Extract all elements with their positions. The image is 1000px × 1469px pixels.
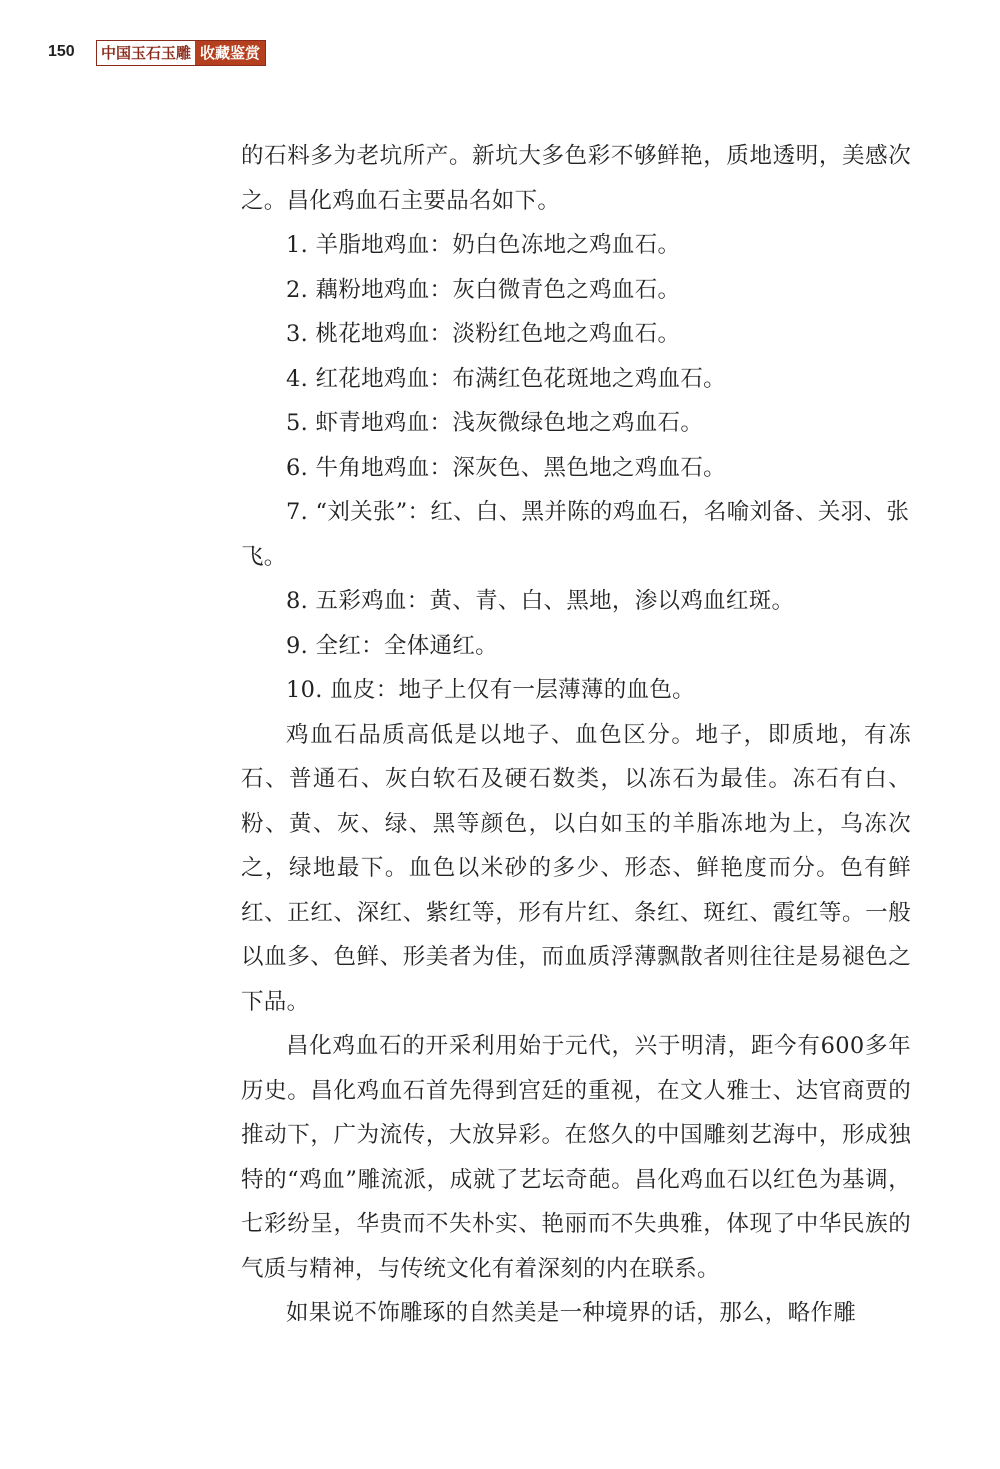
body-paragraph: 鸡血石品质高低是以地子、血色区分。地子，即质地，有冻石、普通石、灰白软石及硬石数类，以冻石为最佳。冻石有白、粉、黄、灰、绿、黑等颜色，以白如玉的羊脂冻地为上，乌冻次之，绿地最下。血色以米砂的多少、形态、鲜艳度而分。色有鲜红、正红、深红、紫红等，形有片红、条红、斑红、霞红等。一般以血多、色鲜、形美者为佳，而血质浮薄飘散者则往往是易褪色之下品。 <box>241 721 911 1015</box>
list-item: 10. 血皮：地子上仅有一层薄薄的血色。 <box>286 677 695 703</box>
list-item: 9. 全红：全体通红。 <box>286 632 498 659</box>
list-item: 3. 桃花地鸡血：淡粉红色地之鸡血石。 <box>286 321 681 347</box>
page-number: 150 <box>48 43 75 60</box>
list-item: 7. “刘关张”：红、白、黑并陈的鸡血石，名喻刘备、关羽、张飞。 <box>241 499 910 570</box>
list-item: 6. 牛角地鸡血：深灰色、黑色地之鸡血石。 <box>286 454 726 481</box>
list-item: 4. 红花地鸡血：布满红色花斑地之鸡血石。 <box>286 365 726 392</box>
list-item: 8. 五彩鸡血：黄、青、白、黑地，渗以鸡血红斑。 <box>286 588 795 614</box>
section-title: 收藏鉴赏 <box>195 41 265 65</box>
running-header <box>96 40 266 66</box>
intro-paragraph: 的石料多为老坑所产。新坑大多色彩不够鲜艳，质地透明，美感次之。昌化鸡血石主要品名如下。 <box>241 143 911 214</box>
list-item: 2. 藕粉地鸡血：灰白微青色之鸡血石。 <box>286 276 681 303</box>
body-paragraph: 昌化鸡血石的开采利用始于元代，兴于明清，距今有600多年历史。昌化鸡血石首先得到宫廷的重视，在文人雅士、达官商贾的推动下，广为流传，大放异彩。在悠久的中国雕刻艺海中，形成独特的“鸡血”雕流派，成就了艺坛奇葩。昌化鸡血石以红色为基调，七彩纷呈，华贵而不失朴实、艳丽而不失典雅，体现了中华民族的气质与精神，与传统文化有着深刻的内在联系。 <box>241 1033 911 1282</box>
list-item: 1. 羊脂地鸡血：奶白色冻地之鸡血石。 <box>286 232 681 258</box>
book-title: 中国玉石玉雕 <box>97 41 195 65</box>
list-item: 5. 虾青地鸡血：浅灰微绿色地之鸡血石。 <box>286 410 704 436</box>
body-paragraph: 如果说不饰雕琢的自然美是一种境界的话，那么，略作雕 <box>286 1300 857 1326</box>
page-body <box>241 134 911 1336</box>
